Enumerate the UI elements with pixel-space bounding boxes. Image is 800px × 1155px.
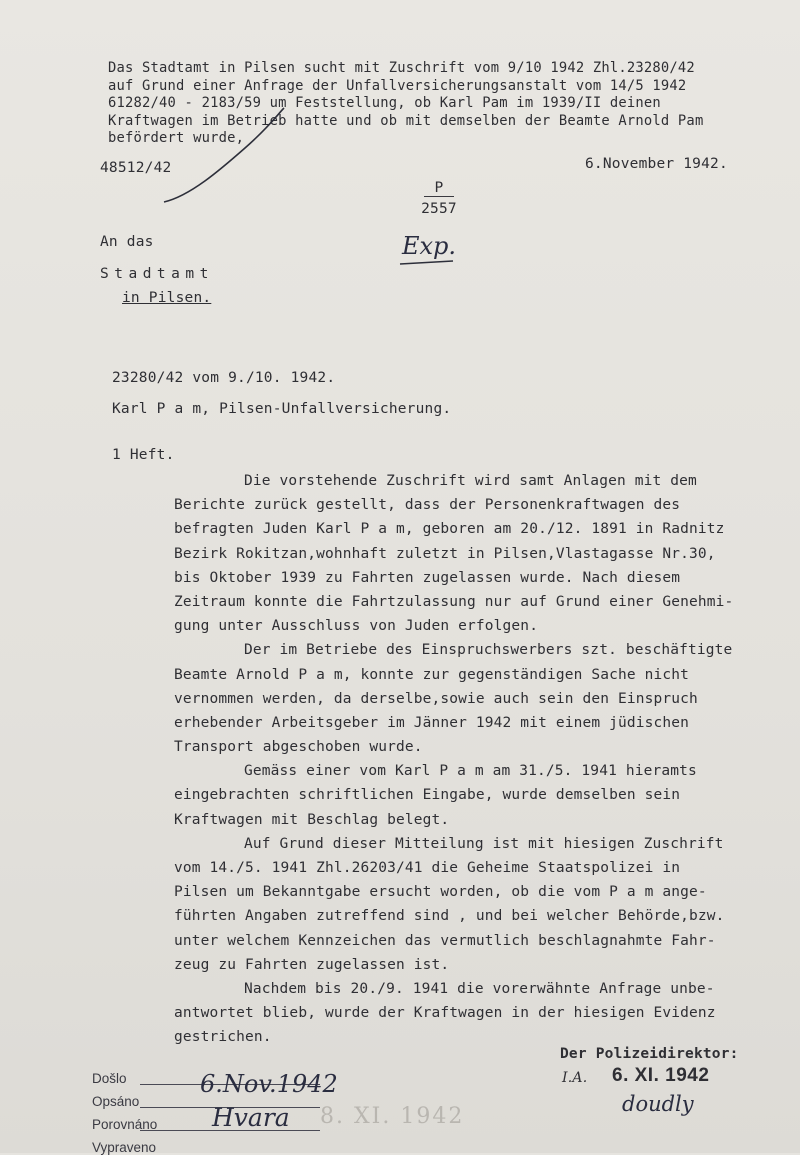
body-line: gung unter Ausschluss von Juden erfolgen.	[174, 618, 539, 635]
body-line: vernommen werden, da derselbe,sowie auch sein den Einspruch	[174, 690, 698, 707]
signature-ia: I.A.	[562, 1070, 588, 1086]
body-line: vom 14./5. 1941 Zhl.26203/41 die Geheime Staatspolizei in	[174, 860, 681, 876]
body-line: befragten Juden Karl P a m, geboren am 20./12. 1891 in Radnitz	[174, 521, 725, 538]
address-city: in Pilsen.	[122, 290, 212, 306]
body-line: Die vorstehende Zuschrift wird samt Anlagen mit dem	[244, 473, 697, 489]
body-line: Berichte zurück gestellt, dass der Personenkraftwagen des	[174, 497, 681, 514]
exp-underline-stroke	[398, 258, 458, 268]
body-line: zeug zu Fahrten zugelassen ist.	[174, 956, 450, 973]
body-line: erhebender Arbeitsgeber im Jänner 1942 mit einem jüdischen	[174, 714, 690, 731]
body-line: Nachdem bis 20./9. 1941 die vorerwähnte Anfrage unbe-	[244, 980, 715, 997]
body-line: Pilsen um Bekanntgabe ersucht worden, ob die vom P a m ange-	[174, 884, 707, 901]
body-line: Kraftwagen mit Beschlag belegt.	[174, 811, 450, 828]
body-line: gestrichen.	[174, 1029, 272, 1046]
body-line: Beamte Arnold P a m, konnte zur gegenständigen Sache nicht	[174, 666, 690, 683]
subject-line: Das Stadtamt in Pilsen sucht mit Zuschrift vom 9/10 1942 Zhl.23280/42	[108, 60, 695, 76]
handwritten-registry-date: 6.Nov.1942	[200, 1070, 338, 1098]
registry-label-porovnano: Porovnáno	[92, 1117, 158, 1132]
registry-label-vypraveno: Vypraveno	[92, 1140, 157, 1155]
faded-date-stamp: 8. XI. 1942	[320, 1104, 465, 1129]
reference-number: 48512/42	[100, 160, 172, 176]
body-line: führten Angaben zutreffend sind , und bei welcher Behörde,bzw.	[174, 908, 725, 925]
body-line: Auf Grund dieser Mitteilung ist mit hiesigen Zuschrift	[244, 835, 724, 852]
body-line: Gemäss einer vom Karl P a m am 31./5. 1941 hieramts	[244, 763, 697, 780]
subject-line: auf Grund einer Anfrage der Unfallversicherungsanstalt vom 14/5 1942	[108, 77, 687, 94]
handwritten-registry-name: Hvara	[212, 1103, 290, 1132]
address-recipient: Stadtamt	[100, 266, 214, 282]
body-line: antwortet blieb, wurde der Kraftwagen in der hiesigen Evidenz	[174, 1005, 716, 1022]
document-date: 6.November 1942.	[585, 156, 728, 172]
handwritten-exp-mark: Exp.	[402, 232, 457, 260]
body-line: eingebrachten schriftlichen Eingabe, wurde demselben sein	[174, 787, 681, 804]
subject-line: befördert wurde,	[108, 130, 245, 146]
p-number-top: P	[424, 180, 454, 197]
body-line: Zeitraum konnte die Fahrtzulassung nur auf Grund einer Genehmi-	[174, 593, 734, 610]
p-number	[414, 180, 464, 217]
body-line: Der im Betriebe des Einspruchswerbers szt. beschäftigte	[244, 642, 733, 659]
handwritten-signature: doudly	[622, 1092, 694, 1116]
reference-line: Karl P a m, Pilsen-Unfallversicherung.	[112, 401, 452, 417]
date-stamp: 6. XI. 1942	[612, 1065, 710, 1086]
enclosure-line: 1 Heft.	[112, 447, 175, 463]
body-line: Bezirk Rokitzan,wohnhaft zuletzt in Pilsen,Vlastagasse Nr.30,	[174, 545, 716, 562]
registry-label-doslo: Došlo	[92, 1071, 127, 1086]
letter-body	[174, 469, 733, 1050]
body-line: Transport abgeschoben wurde.	[174, 739, 423, 756]
subject-line: Kraftwagen im Betrieb hatte und ob mit demselben der Beamte Arnold Pam	[108, 112, 704, 129]
registry-label-opsano: Opsáno	[92, 1094, 140, 1109]
body-line: unter welchem Kennzeichen das vermutlich beschlagnahmte Fahr-	[174, 932, 716, 949]
reference-line: 23280/42 vom 9./10. 1942.	[112, 370, 336, 386]
signature-title: Der Polizeidirektor:	[560, 1046, 739, 1062]
address-line: An das	[100, 234, 154, 250]
p-number-bottom: 2557	[421, 201, 457, 217]
handwritten-slash-stroke	[150, 100, 290, 210]
body-line: bis Oktober 1939 zu Fahrten zugelassen wurde. Nach diesem	[174, 569, 681, 586]
subject-line: 61282/40 - 2183/59 um Feststellung, ob Karl Pam im 1939/II deinen	[108, 95, 661, 111]
